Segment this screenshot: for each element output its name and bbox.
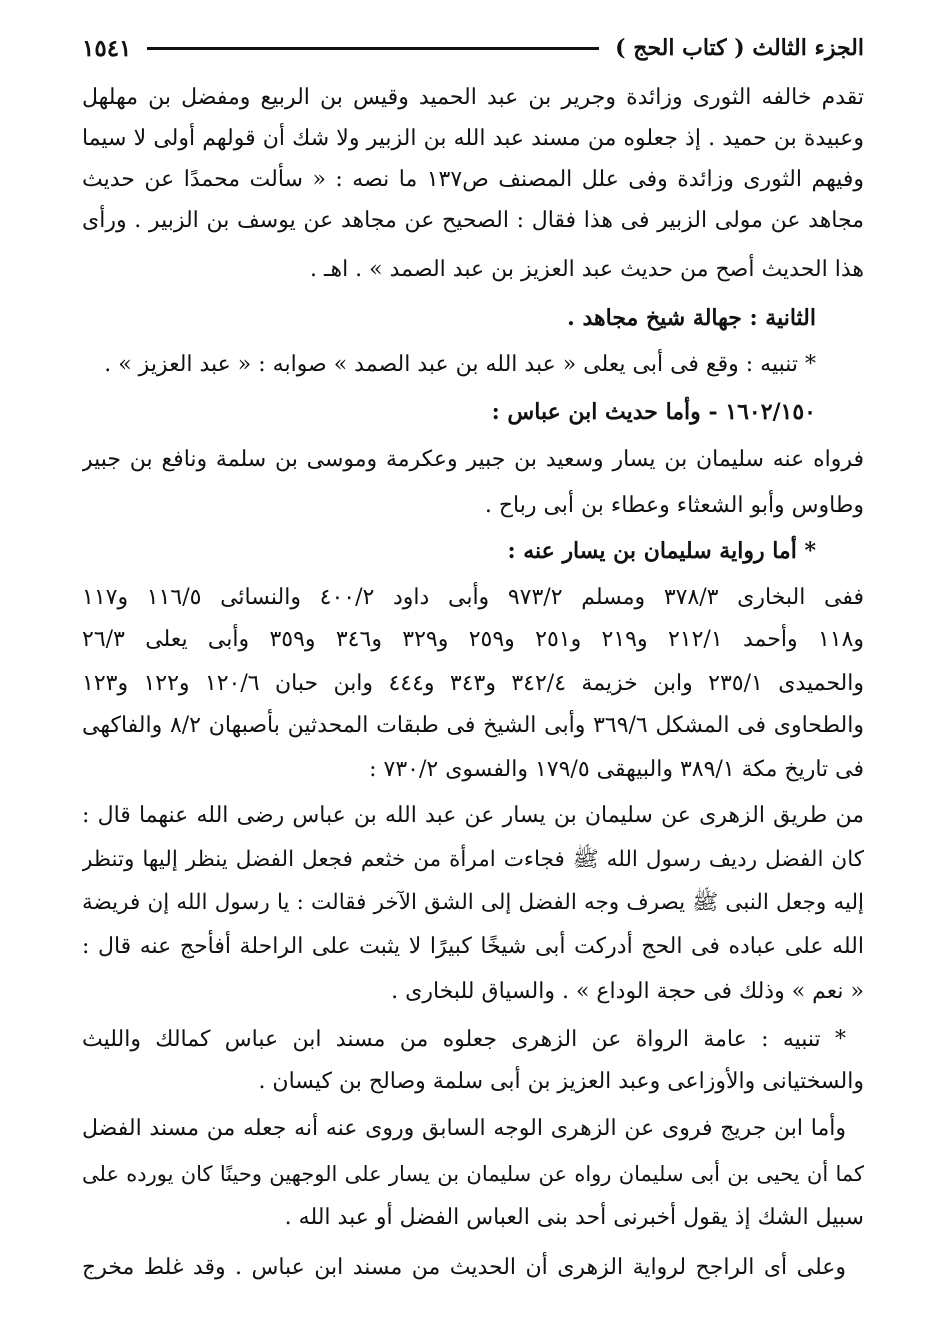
text-line: سبيل الشك إذ يقول أخبرنى أحد بنى العباس الفضل أو عبد الله . (284, 1205, 864, 1230)
text-line: وأما ابن جريج فروى عن الزهرى الوجه السابق وروى عنه أنه جعله من مسند الفضل (82, 1116, 846, 1141)
text-line: « نعم » وذلك فى حجة الوداع » . والسياق للبخارى . (391, 979, 864, 1004)
text-line: فى تاريخ مكة ٣٨٩/١ والبيهقى ١٧٩/٥ والفسوى ٧٣٠/٢ : (369, 757, 864, 782)
text-line: والحميدى ٢٣٥/١ وابن خزيمة ٣٤٢/٤ و٣٤٣ و٤٤٤ وابن حبان ١٢٠/٦ و١٢٢ و١٢٣ (82, 671, 864, 696)
text-line: الله على عباده فى الحج أدركت أبى شيخًا كبيرًا لا يثبت على الراحلة أفأحج عنه قال : (82, 934, 864, 959)
note-line: * تنبيه : عامة الرواة عن الزهرى جعلوه من مسند ابن عباس كمالك والليث (82, 1027, 846, 1052)
text-line: وعلى أى الراجح لرواية الزهرى أن الحديث من مسند ابن عباس . وقد غلط مخرج (82, 1255, 846, 1280)
page-number: ١٥٤١ (82, 34, 132, 62)
subsection-heading: * أما رواية سليمان بن يسار عنه : (507, 538, 816, 564)
text-line: كما أن يحيى بن أبى سليمان رواه عن سليمان بن يسار على الوجهين وحينًا كان يورده على (82, 1162, 864, 1186)
text-line: والسختيانى والأوزاعى وعبد العزيز بن أبى سلمة وصالح بن كيسان . (258, 1069, 864, 1094)
text-line: و١١٨ وأحمد ٢١٢/١ و٢١٩ و٢٥١ و٢٥٩ و٣٢٩ و٣٤٦ و٣٥٩ وأبى يعلى ٢٦/٣ (82, 627, 864, 652)
text-line: هذا الحديث أصح من حديث عبد العزيز بن عبد الصمد » . اهـ . (310, 257, 864, 282)
header-rule (147, 47, 599, 50)
text-line: إليه وجعل النبى ﷺ يصرف وجه الفضل إلى الشق الآخر فقالت : يا رسول الله إن فريضة (82, 890, 864, 915)
text-line: تقدم خالفه الثورى وزائدة وجرير بن عبد الحميد وقيس بن الربيع ومفضل بن مهلهل (82, 85, 864, 110)
section-heading: الثانية : جهالة شيخ مجاهد . (567, 305, 816, 331)
text-line: وفيهم الثورى وزائدة وفى علل المصنف ص١٣٧ ما نصه : « سألت محمدًا عن حديث (82, 167, 864, 192)
text-line: وطاوس وأبو الشعثاء وعطاء بن أبى رباح . (484, 493, 864, 518)
text-line: والطحاوى فى المشكل ٣٦٩/٦ وأبى الشيخ فى طبقات المحدثين بأصبهان ٨/٢ والفاكهى (82, 713, 864, 738)
text-line: مجاهد عن مولى الزبير فى هذا فقال : الصحيح عن مجاهد عن يوسف بن الزبير . ورأى (82, 208, 864, 233)
note-line: * تنبيه : وقع فى أبى يعلى « عبد الله بن عبد الصمد » صوابه : « عبد العزيز » . (104, 352, 816, 377)
text-line: من طريق الزهرى عن سليمان بن يسار عن عبد الله بن عباس رضى الله عنهما قال : (82, 803, 864, 828)
text-line: كان الفضل رديف رسول الله ﷺ فجاءت امرأة من خثعم فجعل الفضل ينظر إليها وتنظر (82, 847, 864, 872)
text-line: ففى البخارى ٣٧٨/٣ ومسلم ٩٧٣/٢ وأبى داود ٤٠٠/٢ والنسائى ١١٦/٥ و١١٧ (82, 585, 864, 610)
hadith-heading: ١٦٠٢/١٥٠ - وأما حديث ابن عباس : (491, 399, 816, 425)
header-title: الجزء الثالث ( كتاب الحج ) (615, 35, 864, 61)
page-header (82, 28, 864, 68)
text-line: فرواه عنه سليمان بن يسار وسعيد بن جبير وعكرمة وموسى بن سلمة ونافع بن جبير (82, 447, 864, 472)
text-line: وعبيدة بن حميد . إذ جعلوه من مسند عبد الله بن الزبير ولا شك أن قولهم أولى لا سيما (82, 126, 864, 151)
